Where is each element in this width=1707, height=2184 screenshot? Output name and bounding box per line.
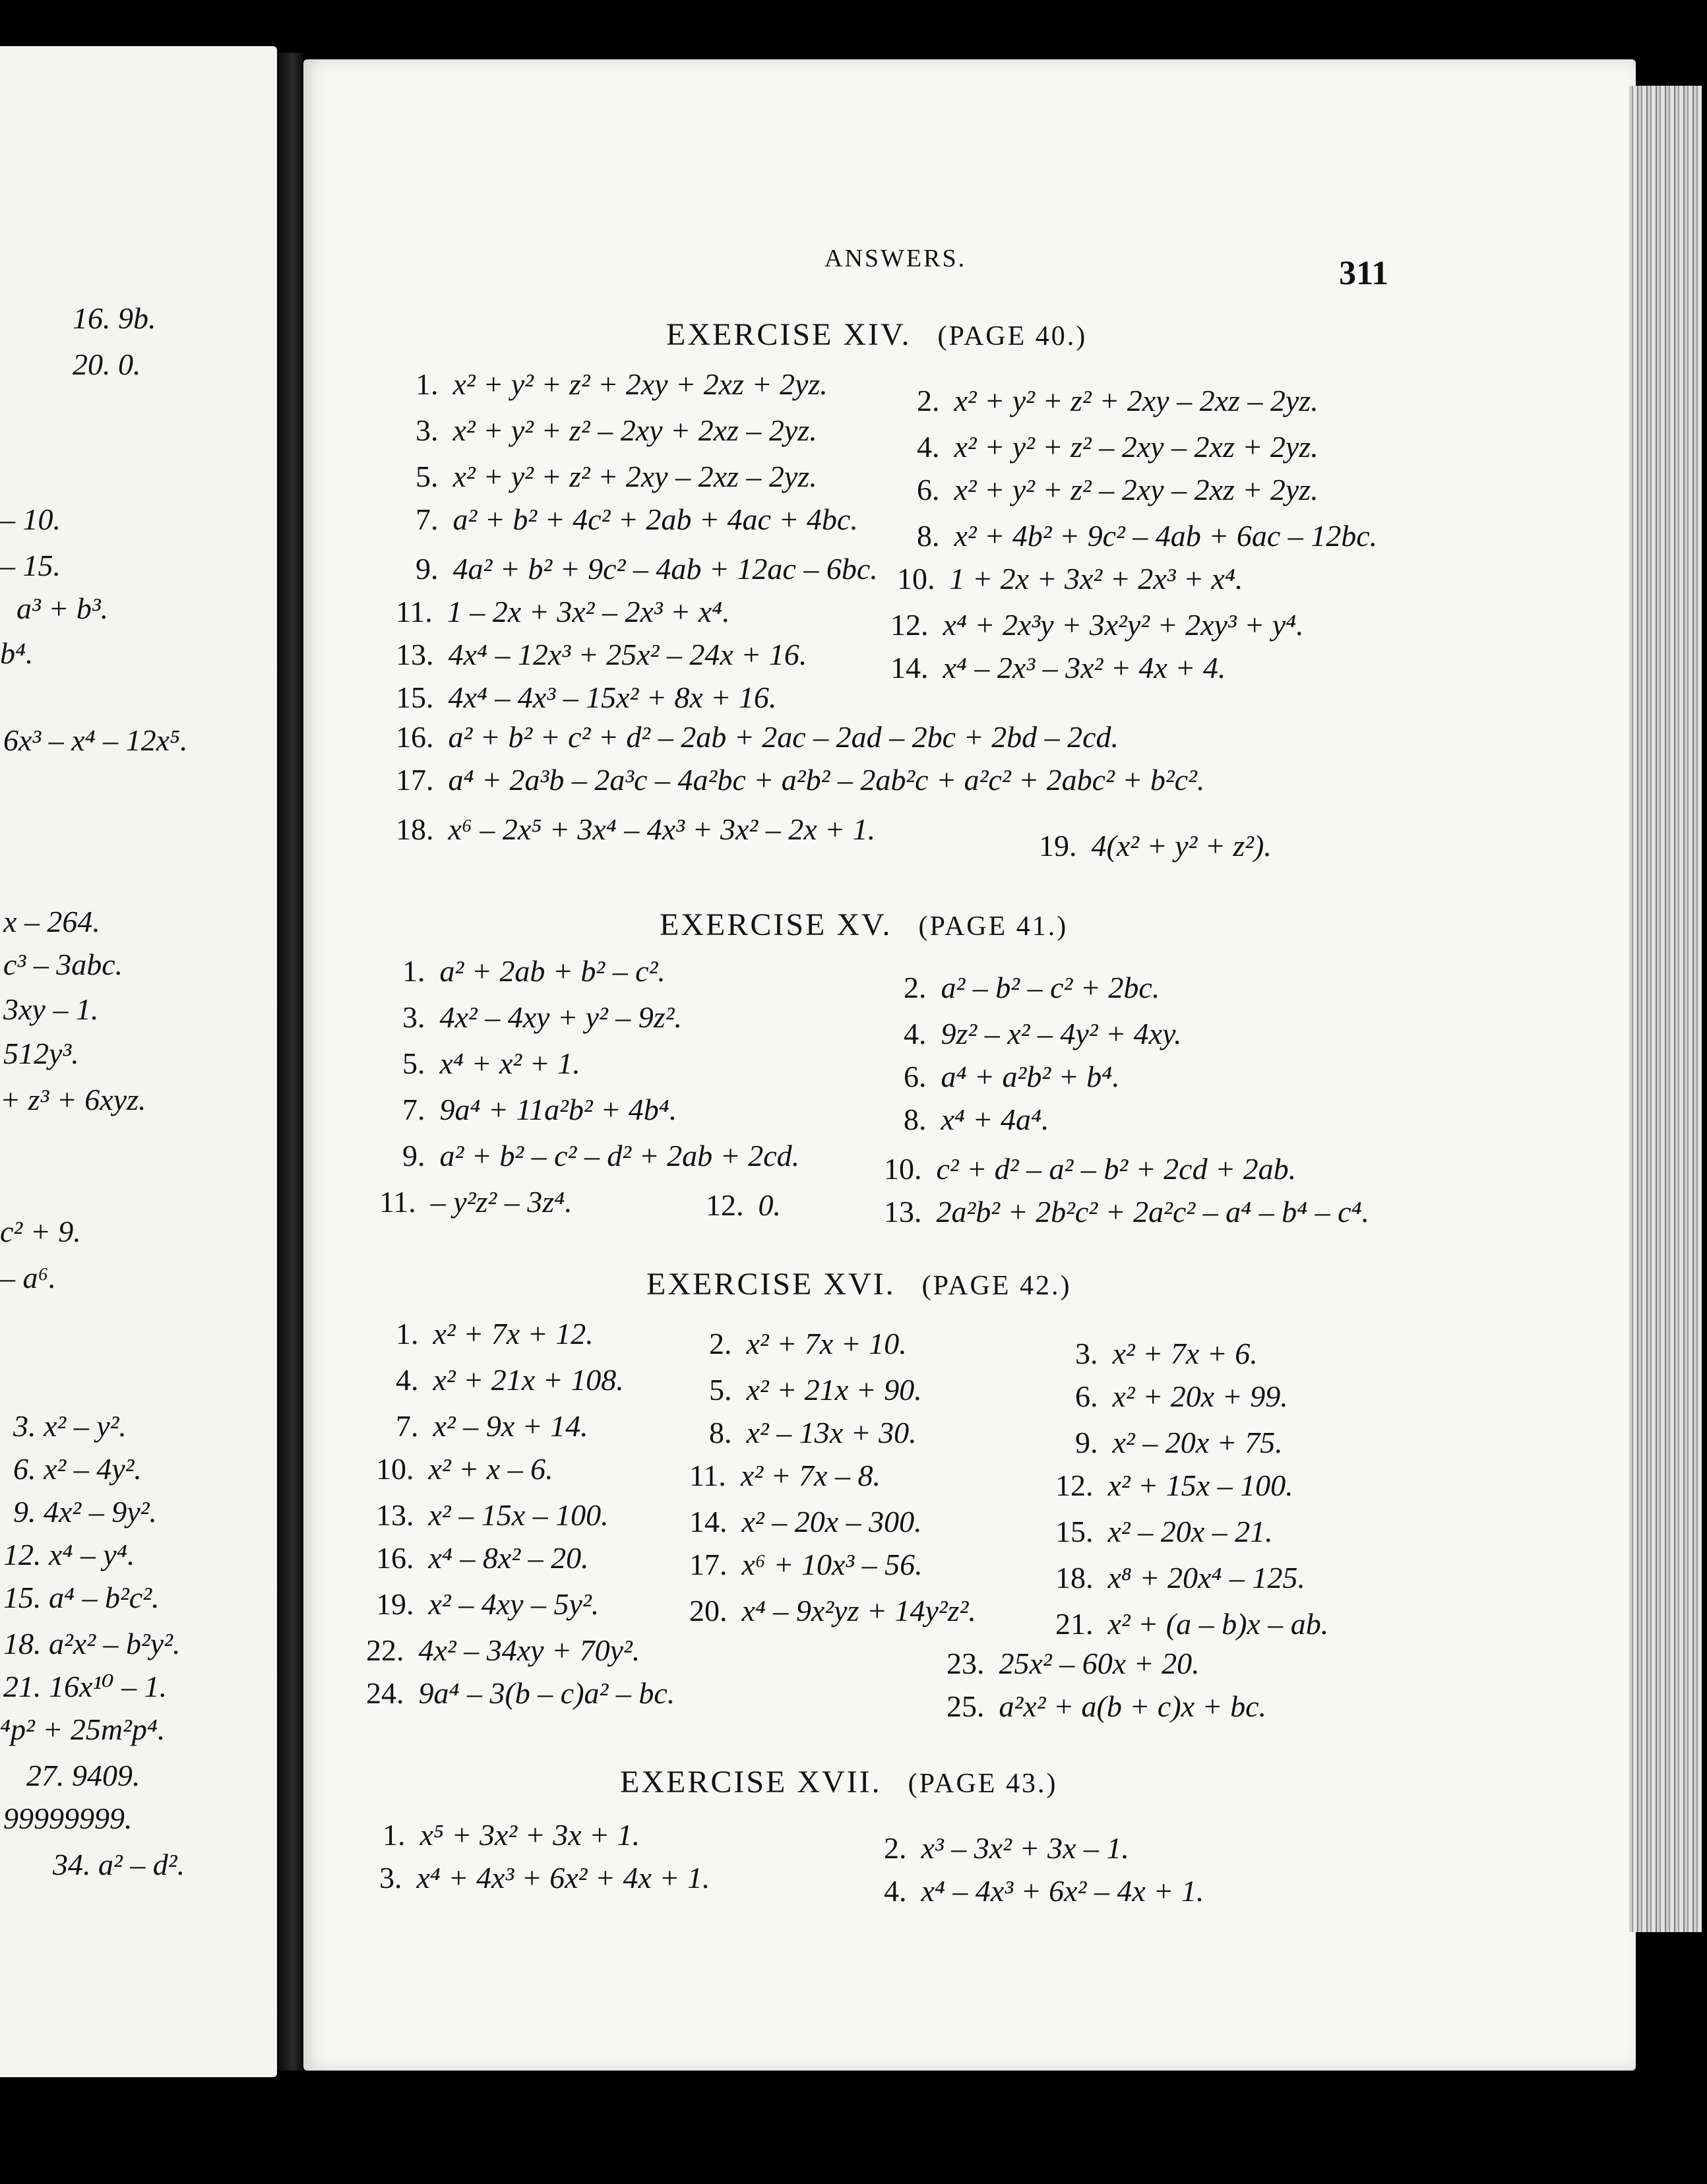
answer-number: 11.	[396, 595, 433, 628]
answer-number: 16.	[376, 1541, 414, 1575]
answer-expression: 4x² – 4xy + y² – 9z².	[439, 1000, 682, 1034]
answer-expression: x² + y² + z² + 2xy – 2xz – 2yz.	[954, 384, 1319, 417]
answer-line	[947, 1649, 1200, 1679]
answer-expression: x⁶ + 10x³ – 56.	[741, 1548, 923, 1581]
answer-line	[689, 1461, 881, 1491]
left-answer-line: – a⁶.	[0, 1261, 56, 1294]
answer-line	[416, 504, 858, 535]
left-answer-line: 16. 9b.	[73, 301, 156, 335]
answer-line	[402, 1095, 677, 1125]
answer-number: 22.	[366, 1633, 404, 1667]
answer-line	[402, 956, 666, 986]
answer-number: 9.	[1075, 1426, 1098, 1459]
answer-expression: x⁴ + 4x³ + 6x² + 4x + 1.	[416, 1861, 710, 1895]
answer-expression: 25x² – 60x + 20.	[999, 1647, 1200, 1680]
answer-expression: x² + x – 6.	[428, 1452, 553, 1486]
answer-number: 10.	[884, 1152, 922, 1186]
answer-expression: – y²z² – 3z⁴.	[430, 1185, 573, 1219]
answer-expression: a² + b² + c² + d² – 2ab + 2ac – 2ad – 2bc + 2bd – 2cd.	[448, 720, 1119, 754]
answer-number: 15.	[396, 681, 434, 714]
answer-number: 9.	[402, 1139, 425, 1172]
answer-number: 14.	[689, 1505, 728, 1538]
answer-line	[890, 610, 1304, 640]
answer-expression: x⁴ – 9x²yz + 14y²z².	[741, 1594, 976, 1627]
answer-expression: 0.	[758, 1188, 781, 1222]
answer-number: 4.	[884, 1874, 907, 1908]
left-answer-line: ⁴p² + 25m²p⁴.	[0, 1713, 166, 1746]
answer-line	[416, 369, 828, 400]
exercise-page-ref: (PAGE 43.)	[908, 1769, 1058, 1799]
answer-line	[884, 1154, 1296, 1184]
exercise-title: EXERCISE XV.	[660, 907, 892, 942]
answer-number: 11.	[379, 1185, 416, 1219]
answer-expression: 1 + 2x + 3x² + 2x³ + x⁴.	[949, 562, 1243, 595]
answer-number: 4.	[396, 1363, 419, 1397]
answer-number: 12.	[706, 1188, 744, 1222]
answer-number: 5.	[402, 1046, 425, 1080]
answer-expression: a⁴ + 2a³b – 2a³c – 4a²bc + a²b² – 2ab²c + a²c² + 2abc² + b²c².	[448, 763, 1205, 797]
answer-line	[366, 1678, 675, 1709]
left-answer-line: + z³ + 6xyz.	[0, 1083, 146, 1116]
answer-line	[396, 1365, 624, 1395]
answer-number: 3.	[402, 1000, 425, 1034]
answer-number: 4.	[917, 430, 940, 464]
answer-number: 8.	[917, 519, 940, 553]
answer-number: 7.	[402, 1093, 425, 1126]
exercise-title: EXERCISE XIV.	[666, 317, 912, 352]
left-answer-line: 9. 4x² – 9y².	[13, 1495, 157, 1529]
left-answer-line: 15. a⁴ – b²c².	[3, 1581, 160, 1614]
answer-number: 1.	[402, 954, 425, 988]
answer-line	[884, 1197, 1369, 1227]
answer-line	[402, 1048, 580, 1079]
answer-expression: x² + 7x + 6.	[1112, 1337, 1258, 1370]
answer-expression: a² – b² – c² + 2bc.	[941, 971, 1160, 1004]
answer-line	[1055, 1471, 1293, 1501]
answer-line	[366, 1635, 640, 1666]
answer-number: 5.	[416, 460, 439, 493]
answer-number: 16.	[396, 720, 434, 754]
page-edges	[1629, 86, 1702, 1932]
exercise-heading	[646, 1266, 1071, 1302]
answer-number: 14.	[890, 651, 929, 684]
answer-number: 5.	[709, 1373, 732, 1407]
answer-number: 10.	[376, 1452, 414, 1486]
exercise-page-ref: (PAGE 41.)	[918, 911, 1069, 942]
answer-expression: 4x² – 34xy + 70y².	[418, 1633, 640, 1667]
answer-line	[1055, 1609, 1328, 1639]
answer-expression: 1 – 2x + 3x² – 2x³ + x⁴.	[447, 595, 730, 628]
answer-line	[396, 597, 730, 627]
answer-number: 21.	[1055, 1607, 1094, 1641]
answer-number: 13.	[376, 1498, 414, 1532]
left-answer-line: 21. 16x¹⁰ – 1.	[3, 1670, 168, 1703]
left-answer-line: 6. x² – 4y².	[13, 1452, 142, 1486]
answer-line	[396, 640, 807, 670]
answer-number: 2.	[709, 1327, 732, 1360]
answer-line	[396, 682, 776, 713]
answer-line	[396, 1319, 594, 1349]
answer-expression: a² + b² – c² – d² + 2ab + 2cd.	[439, 1139, 800, 1172]
answer-expression: x³ – 3x² + 3x – 1.	[921, 1831, 1129, 1865]
answer-expression: x² + y² + z² – 2xy + 2xz – 2yz.	[452, 413, 817, 447]
left-answer-line: 18. a²x² – b²y².	[3, 1627, 181, 1660]
answer-number: 13.	[396, 638, 434, 671]
answer-number: 2.	[917, 384, 940, 417]
answer-number: 23.	[947, 1647, 985, 1680]
left-answer-line: – 10.	[0, 502, 61, 536]
answer-number: 1.	[383, 1818, 406, 1852]
answer-number: 3.	[416, 413, 439, 447]
answer-number: 15.	[1055, 1515, 1094, 1548]
answer-number: 18.	[396, 812, 434, 846]
answer-number: 2.	[904, 971, 927, 1004]
answer-number: 7.	[396, 1409, 419, 1443]
answer-expression: 9z² – x² – 4y² + 4xy.	[941, 1017, 1182, 1050]
answer-line	[1075, 1381, 1288, 1412]
answer-line	[890, 653, 1226, 683]
answer-expression: x² + 21x + 108.	[433, 1363, 624, 1397]
answer-expression: x² – 9x + 14.	[433, 1409, 588, 1443]
answer-number: 3.	[379, 1861, 402, 1895]
exercise-title: EXERCISE XVII.	[620, 1765, 882, 1800]
answer-line	[379, 1863, 710, 1893]
answer-line	[709, 1418, 917, 1448]
left-answer-line: 3. x² – y².	[13, 1409, 127, 1443]
answer-line	[416, 462, 817, 492]
answer-expression: x² + y² + z² – 2xy – 2xz + 2yz.	[954, 473, 1319, 506]
answer-number: 9.	[416, 552, 439, 586]
answer-line	[709, 1329, 907, 1359]
answer-line	[376, 1589, 599, 1620]
left-answer-line: b⁴.	[0, 636, 34, 670]
answer-expression: x² – 20x – 21.	[1107, 1515, 1273, 1548]
answer-line	[904, 1105, 1049, 1135]
answer-expression: 2a²b² + 2b²c² + 2a²c² – a⁴ – b⁴ – c⁴.	[936, 1195, 1370, 1228]
answer-expression: x² + 7x + 12.	[433, 1317, 594, 1350]
answer-line	[689, 1507, 922, 1537]
answer-number: 6.	[917, 473, 940, 506]
left-answer-line: – 15.	[0, 549, 61, 582]
answer-number: 7.	[416, 502, 439, 536]
answer-expression: x² + 21x + 90.	[746, 1373, 922, 1407]
answer-expression: x⁴ + x² + 1.	[439, 1046, 580, 1080]
answer-line	[917, 386, 1319, 416]
answer-expression: x² – 4xy – 5y².	[428, 1587, 600, 1621]
answer-line	[402, 1002, 682, 1033]
answer-expression: x² – 20x – 300.	[741, 1505, 922, 1538]
answer-expression: 9a⁴ – 3(b – c)a² – bc.	[418, 1676, 675, 1710]
left-answer-line: c² + 9.	[0, 1215, 81, 1248]
left-answer-line: 3xy – 1.	[3, 992, 99, 1026]
answer-number: 25.	[947, 1689, 985, 1723]
answer-expression: 9a⁴ + 11a²b² + 4b⁴.	[439, 1093, 677, 1126]
answer-number: 3.	[1075, 1337, 1098, 1370]
answer-expression: x² + 20x + 99.	[1112, 1380, 1288, 1413]
answer-number: 17.	[396, 763, 434, 797]
answer-expression: x⁴ – 2x³ – 3x² + 4x + 4.	[943, 651, 1226, 684]
left-answer-line: 6x³ – x⁴ – 12x⁵.	[3, 723, 188, 757]
answer-expression: x⁸ + 20x⁴ – 125.	[1107, 1561, 1305, 1594]
answer-number: 13.	[884, 1195, 922, 1228]
exercise-heading	[666, 317, 1087, 353]
left-answer-line: c³ – 3abc.	[3, 948, 123, 981]
answer-number: 2.	[884, 1831, 907, 1865]
answer-line	[709, 1375, 922, 1405]
answer-line	[1055, 1563, 1305, 1593]
answer-expression: x² – 15x – 100.	[428, 1498, 609, 1532]
exercise-heading	[660, 907, 1068, 943]
answer-line	[396, 814, 875, 845]
answer-number: 1.	[396, 1317, 419, 1350]
left-answer-line: 27. 9409.	[26, 1759, 140, 1792]
answer-number: 12.	[890, 608, 929, 642]
answer-expression: x⁴ – 4x³ + 6x² – 4x + 1.	[921, 1874, 1204, 1908]
answer-line	[904, 973, 1160, 1003]
answer-expression: 4x⁴ – 4x³ – 15x² + 8x + 16.	[448, 681, 777, 714]
answer-number: 8.	[709, 1416, 732, 1449]
answer-line	[917, 521, 1377, 551]
answer-line	[917, 475, 1319, 505]
answer-line	[376, 1500, 609, 1531]
answer-line	[376, 1454, 553, 1484]
left-answer-line: a³ + b³.	[16, 592, 109, 625]
exercise-title: EXERCISE XVI.	[646, 1267, 896, 1302]
left-answer-line: 512y³.	[3, 1037, 79, 1070]
answer-expression: x⁴ + 4a⁴.	[941, 1103, 1049, 1136]
answer-line	[379, 1187, 573, 1217]
answer-number: 6.	[1075, 1380, 1098, 1413]
left-answer-line: 99999999.	[3, 1802, 133, 1835]
answer-line	[1055, 1517, 1273, 1547]
answer-line	[689, 1550, 923, 1580]
answer-line	[376, 1543, 589, 1573]
answer-line	[383, 1820, 640, 1850]
answer-line	[884, 1876, 1204, 1906]
answer-expression: 4a² + b² + 9c² – 4ab + 12ac – 6bc.	[452, 552, 878, 586]
answer-expression: x⁶ – 2x⁵ + 3x⁴ – 4x³ + 3x² – 2x + 1.	[448, 812, 876, 846]
answer-line	[706, 1190, 781, 1221]
answer-expression: x⁵ + 3x² + 3x + 1.	[419, 1818, 640, 1852]
answer-line	[396, 722, 1119, 752]
answer-line	[416, 554, 878, 584]
answer-number: 17.	[689, 1548, 728, 1581]
exercise-page-ref: (PAGE 42.)	[921, 1271, 1072, 1301]
answer-expression: x² + (a – b)x – ab.	[1107, 1607, 1329, 1641]
answer-expression: c² + d² – a² – b² + 2cd + 2ab.	[936, 1152, 1297, 1186]
answer-expression: a²x² + a(b + c)x + bc.	[999, 1689, 1267, 1723]
answer-expression: x⁴ + 2x³y + 3x²y² + 2xy³ + y⁴.	[943, 608, 1304, 642]
answer-expression: x² + 7x – 8.	[740, 1459, 881, 1492]
answer-expression: x² + 4b² + 9c² – 4ab + 6ac – 12bc.	[954, 519, 1378, 553]
answer-number: 18.	[1055, 1561, 1094, 1594]
answer-expression: x² + 15x – 100.	[1107, 1469, 1293, 1502]
answer-line	[904, 1019, 1181, 1049]
answer-number: 6.	[904, 1060, 927, 1093]
answer-expression: x² – 13x + 30.	[746, 1416, 917, 1449]
answer-number: 10.	[897, 562, 935, 595]
answer-line	[416, 415, 817, 446]
answer-number: 19.	[1039, 829, 1077, 863]
answer-number: 24.	[366, 1676, 404, 1710]
answer-line	[1075, 1339, 1258, 1369]
left-answer-line: x – 264.	[3, 905, 100, 938]
book-gutter	[277, 53, 303, 2071]
running-head: ANSWERS.	[824, 245, 967, 272]
answer-expression: x² + y² + z² + 2xy – 2xz – 2yz.	[452, 460, 817, 493]
answer-expression: x² + y² + z² – 2xy – 2xz + 2yz.	[954, 430, 1319, 464]
answer-expression: 4x⁴ – 12x³ + 25x² – 24x + 16.	[448, 638, 807, 671]
answer-number: 11.	[689, 1459, 726, 1492]
left-answer-line: 12. x⁴ – y⁴.	[3, 1538, 135, 1571]
exercise-heading	[620, 1764, 1057, 1800]
answer-line	[396, 1411, 588, 1441]
answer-line	[947, 1691, 1266, 1722]
answer-line	[1075, 1428, 1283, 1458]
answer-line	[689, 1596, 976, 1626]
answer-line	[396, 765, 1204, 795]
answer-expression: a² + 2ab + b² – c².	[439, 954, 666, 988]
exercise-page-ref: (PAGE 40.)	[937, 321, 1088, 351]
answer-expression: a² + b² + 4c² + 2ab + 4ac + 4bc.	[452, 502, 858, 536]
answer-expression: x² + 7x + 10.	[746, 1327, 907, 1360]
answer-number: 19.	[376, 1587, 414, 1621]
answer-expression: x² – 20x + 75.	[1112, 1426, 1283, 1459]
answer-number: 12.	[1055, 1469, 1094, 1502]
answer-line	[917, 432, 1319, 462]
answer-number: 1.	[416, 367, 439, 401]
answer-expression: a⁴ + a²b² + b⁴.	[941, 1060, 1120, 1093]
answer-expression: 4(x² + y² + z²).	[1091, 829, 1272, 863]
left-answer-line: 20. 0.	[73, 348, 141, 381]
answer-line	[904, 1062, 1120, 1092]
answer-line	[1039, 831, 1272, 861]
answer-number: 4.	[904, 1017, 927, 1050]
answer-expression: x⁴ – 8x² – 20.	[428, 1541, 589, 1575]
answer-number: 20.	[689, 1594, 728, 1627]
answer-line	[402, 1141, 799, 1171]
left-answer-line: 34. a² – d².	[53, 1848, 185, 1881]
answer-expression: x² + y² + z² + 2xy + 2xz + 2yz.	[452, 367, 828, 401]
page-number: 311	[1339, 255, 1389, 292]
answer-line	[897, 564, 1243, 594]
answer-number: 8.	[904, 1103, 927, 1136]
answer-line	[884, 1833, 1129, 1864]
